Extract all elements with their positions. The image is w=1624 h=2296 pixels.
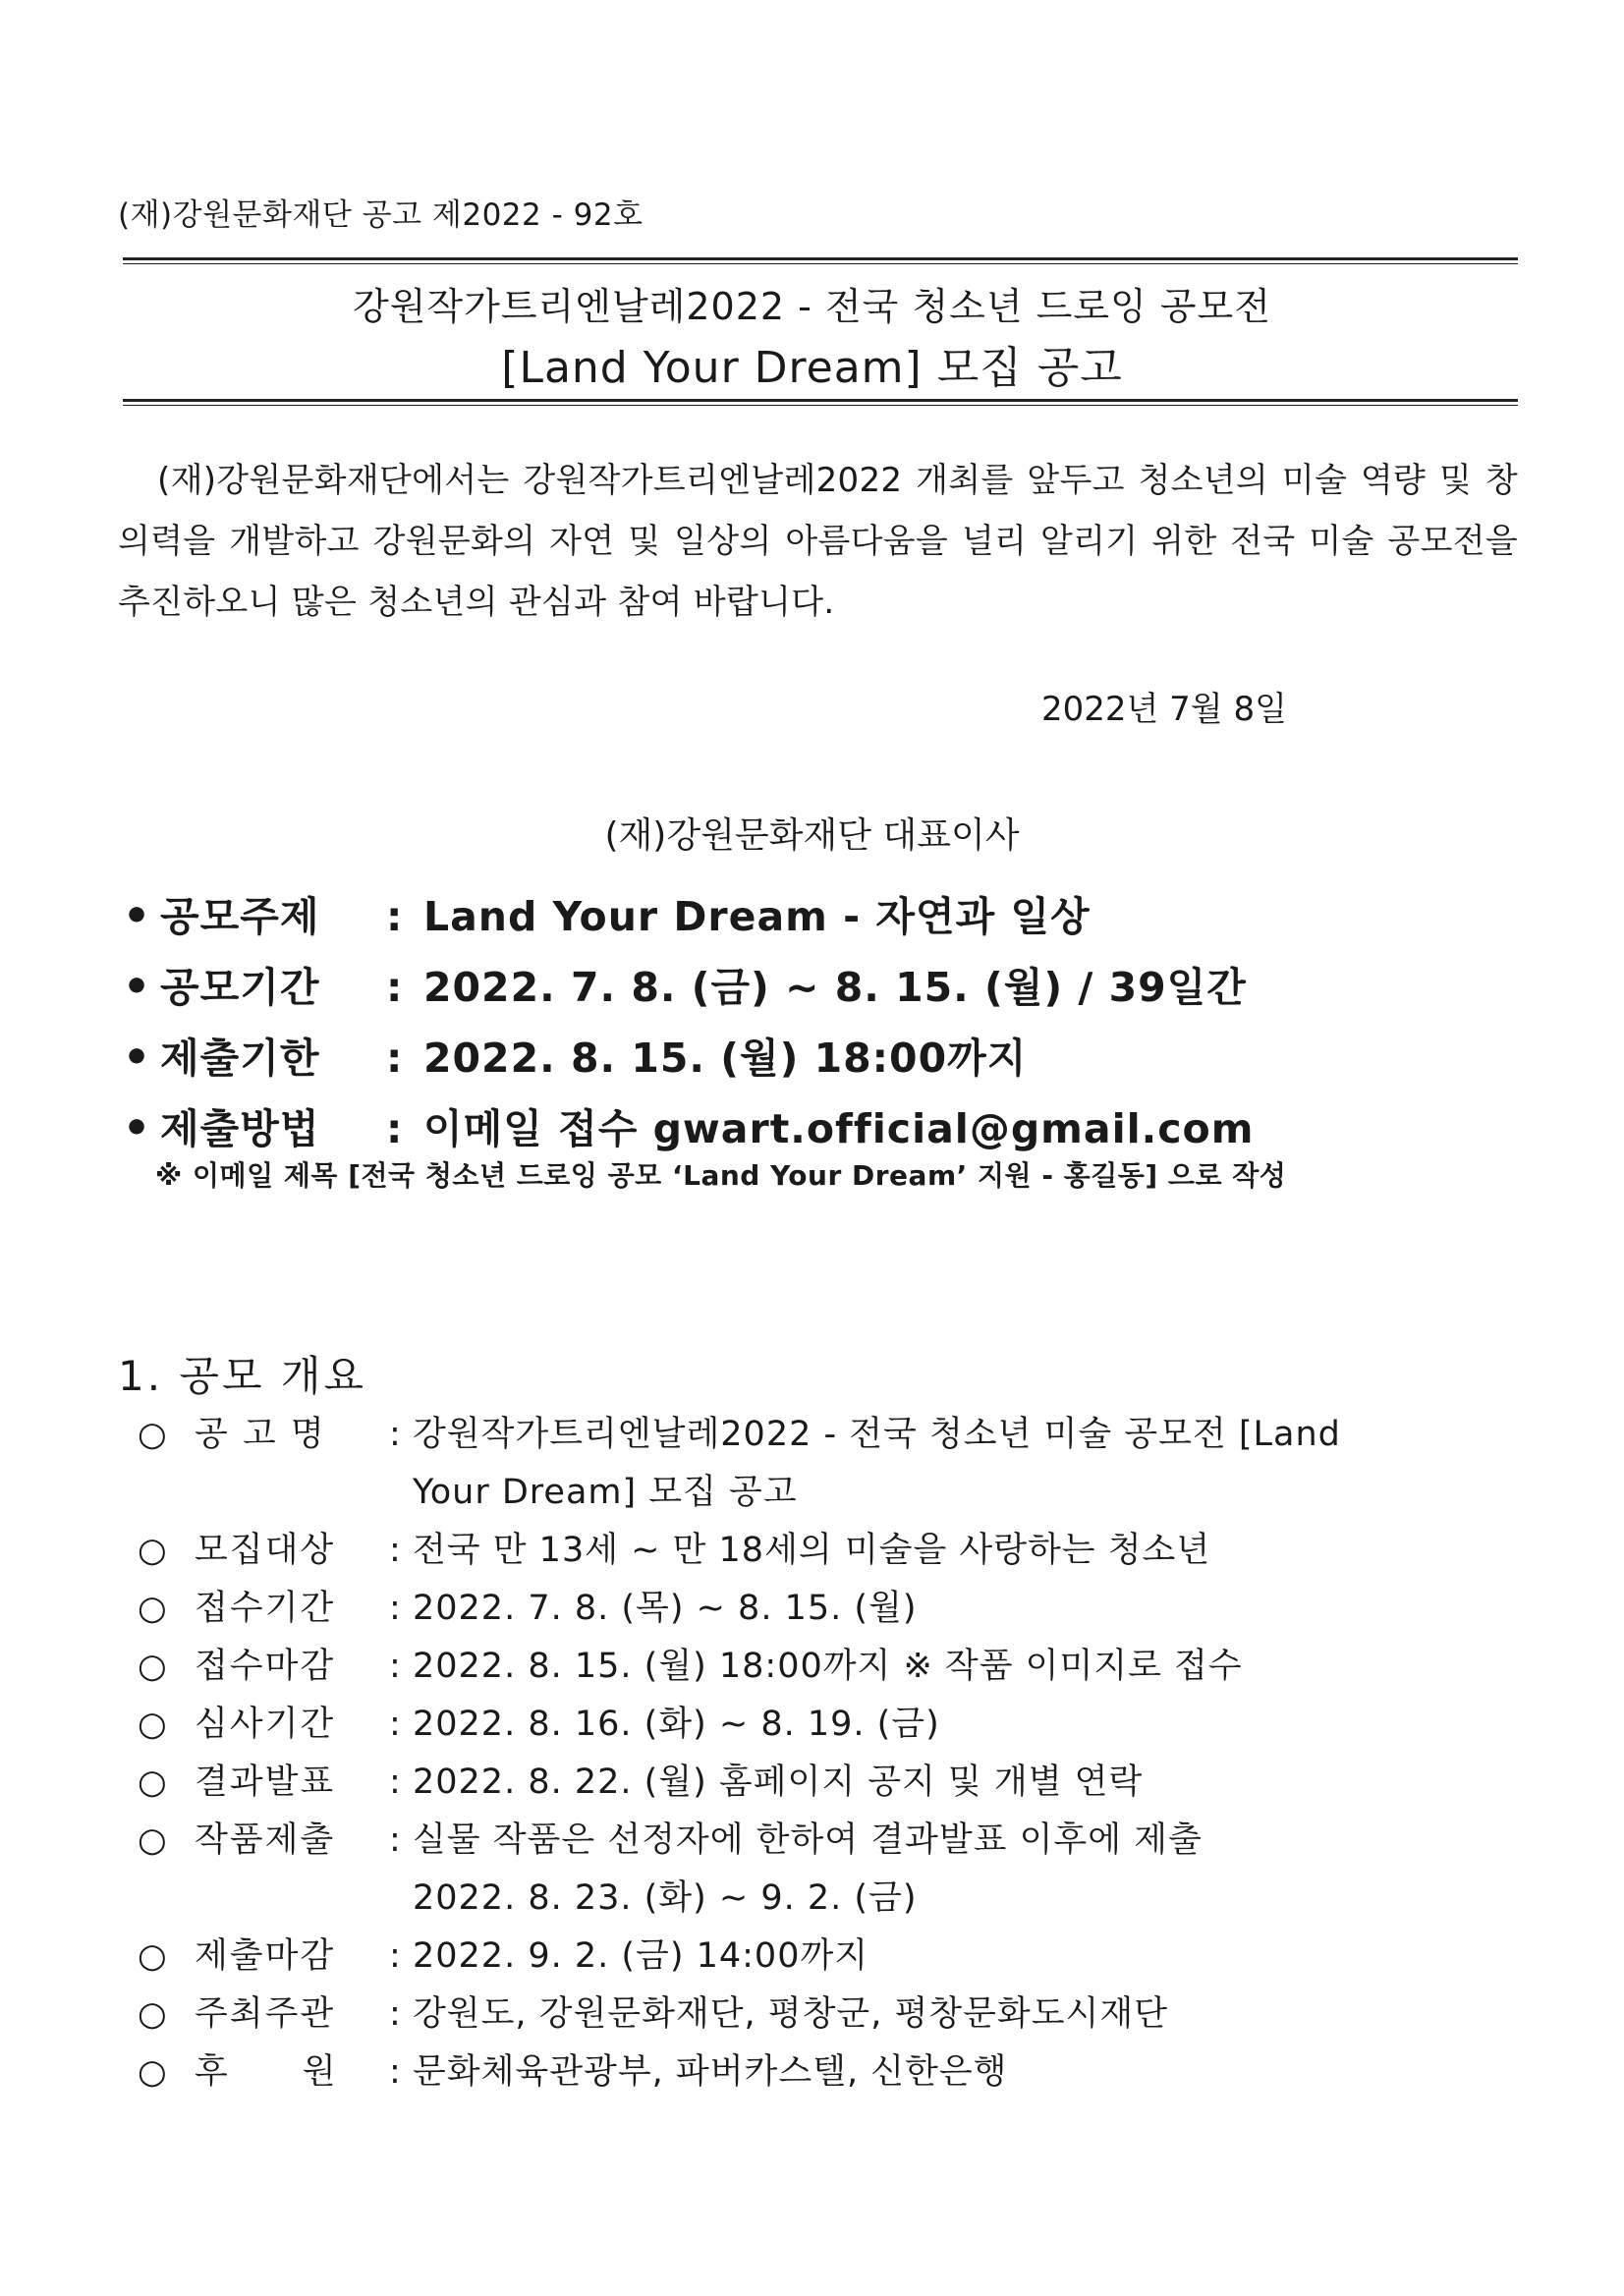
overview-item xyxy=(138,1929,1533,1987)
overview-colon: : xyxy=(389,1531,402,1570)
overview-item xyxy=(138,1407,1533,1465)
overview-value: 2022. 7. 8. (목) ~ 8. 15. (월) xyxy=(413,1589,918,1628)
overview-colon: : xyxy=(389,1705,402,1744)
overview-value: 2022. 9. 2. (금) 14:00까지 xyxy=(413,1936,869,1976)
overview-value: 전국 만 13세 ~ 만 18세의 미술을 사랑하는 청소년 xyxy=(413,1531,1211,1570)
circle-bullet: ○ xyxy=(138,1705,168,1744)
overview-label: 접수기간 xyxy=(195,1589,336,1628)
title-top-rule xyxy=(123,257,1518,264)
overview-value: 2022. 8. 16. (화) ~ 8. 19. (금) xyxy=(413,1705,940,1744)
bullet-dot: • xyxy=(123,891,152,941)
bullet-value: 2022. 8. 15. (월) 18:00까지 xyxy=(423,1035,1028,1082)
key-info-list xyxy=(123,884,1538,1167)
bullet-label: 공모기간 xyxy=(160,964,320,1011)
overview-label: 접수마감 xyxy=(195,1647,336,1686)
overview-label: 작품제출 xyxy=(195,1820,336,1860)
overview-label: 모집대상 xyxy=(195,1531,336,1570)
overview-colon: : xyxy=(389,1589,402,1628)
circle-bullet: ○ xyxy=(138,1589,168,1628)
overview-colon: : xyxy=(389,2052,402,2092)
overview-value: 강원도, 강원문화재단, 평창군, 평창문화도시재단 xyxy=(413,1994,1168,2034)
overview-item xyxy=(138,1697,1533,1755)
section-1-title: 1. 공모 개요 xyxy=(118,1352,367,1400)
overview-label: 공 고 명 xyxy=(195,1415,326,1454)
bullet-colon: : xyxy=(386,1105,404,1152)
bullet-label: 공모주제 xyxy=(160,893,320,940)
bullet-label: 제출기한 xyxy=(160,1035,320,1082)
overview-label: 후 원 xyxy=(195,2052,338,2092)
overview-item xyxy=(138,1987,1533,2044)
title-line-1: 강원작가트리엔날레2022 - 전국 청소년 드로잉 공모전 xyxy=(353,285,1271,328)
overview-value: Your Dream] 모집 공고 xyxy=(413,1473,798,1512)
overview-value: 강원작가트리엔날레2022 - 전국 청소년 미술 공모전 [Land xyxy=(413,1415,1341,1454)
bullet-colon: : xyxy=(386,1035,404,1082)
overview-colon: : xyxy=(389,1820,402,1860)
notice-number: (재)강원문화재단 공고 제2022 - 92호 xyxy=(118,197,644,233)
overview-value: 2022. 8. 15. (월) 18:00까지 ※ 작품 이미지로 접수 xyxy=(413,1647,1243,1686)
overview-item-continuation xyxy=(138,1465,1533,1523)
bullet-colon: : xyxy=(386,964,404,1011)
overview-value: 2022. 8. 23. (화) ~ 9. 2. (금) xyxy=(413,1878,918,1918)
overview-colon: : xyxy=(389,1936,402,1976)
overview-colon: : xyxy=(389,1763,402,1802)
bullet-dot: • xyxy=(123,1103,152,1153)
bullet-dot: • xyxy=(123,1033,152,1083)
overview-value: 실물 작품은 선정자에 한하여 결과발표 이후에 제출 xyxy=(413,1820,1203,1860)
overview-item xyxy=(138,1581,1533,1639)
overview-value: 문화체육관광부, 파버카스텔, 신한은행 xyxy=(413,2052,1008,2092)
title-line-2: [Land Your Dream] 모집 공고 xyxy=(501,343,1123,393)
circle-bullet: ○ xyxy=(138,1531,168,1570)
circle-bullet: ○ xyxy=(138,1820,168,1860)
circle-bullet: ○ xyxy=(138,1415,168,1454)
overview-colon: : xyxy=(389,1415,402,1454)
overview-item xyxy=(138,2044,1533,2102)
overview-item-continuation xyxy=(138,1871,1533,1929)
overview-label: 제출마감 xyxy=(195,1936,336,1976)
circle-bullet: ○ xyxy=(138,1994,168,2034)
bullet-value: Land Your Dream - 자연과 일상 xyxy=(423,893,1091,940)
overview-list xyxy=(138,1407,1533,2102)
bullet-deadline xyxy=(123,1026,1538,1096)
overview-colon: : xyxy=(389,1994,402,2034)
bullet-colon: : xyxy=(386,893,404,940)
overview-item xyxy=(138,1813,1533,1871)
bullet-value: 2022. 7. 8. (금) ~ 8. 15. (월) / 39일간 xyxy=(423,964,1247,1011)
bullet-label: 제출방법 xyxy=(160,1105,320,1152)
title-bottom-rule xyxy=(123,399,1518,406)
intro-paragraph: (재)강원문화재단에서는 강원작가트리엔날레2022 개최를 앞두고 청소년의 미술 역량 및 창의력을 개발하고 강원문화의 자연 및 일상의 아름다움을 널리 알리기 위한 전국 미술 공모전을 추진하오니 많은 청소년의 관심과 참여 바랍니다. xyxy=(118,461,1518,622)
bullet-value: 이메일 접수 gwart.official@gmail.com xyxy=(423,1105,1255,1152)
bullet-topic xyxy=(123,884,1538,955)
bullet-period xyxy=(123,955,1538,1026)
signer: (재)강원문화재단 대표이사 xyxy=(604,815,1020,856)
bullet-dot: • xyxy=(123,962,152,1012)
overview-label: 주최주관 xyxy=(195,1994,336,2034)
overview-value: 2022. 8. 22. (월) 홈페이지 공지 및 개별 연락 xyxy=(413,1763,1144,1802)
circle-bullet: ○ xyxy=(138,1763,168,1802)
overview-item xyxy=(138,1755,1533,1813)
notice-date: 2022년 7월 8일 xyxy=(1041,690,1287,729)
overview-item xyxy=(138,1639,1533,1697)
circle-bullet: ○ xyxy=(138,1647,168,1686)
overview-colon: : xyxy=(389,1647,402,1686)
circle-bullet: ○ xyxy=(138,1936,168,1976)
circle-bullet: ○ xyxy=(138,2052,168,2092)
overview-label: 심사기간 xyxy=(195,1705,336,1744)
overview-label: 결과발표 xyxy=(195,1763,336,1802)
email-subject-note: ※ 이메일 제목 [전국 청소년 드로잉 공모 ‘Land Your Dream’ 지원 - 홍길동] 으로 작성 xyxy=(155,1159,1287,1192)
overview-item xyxy=(138,1523,1533,1581)
